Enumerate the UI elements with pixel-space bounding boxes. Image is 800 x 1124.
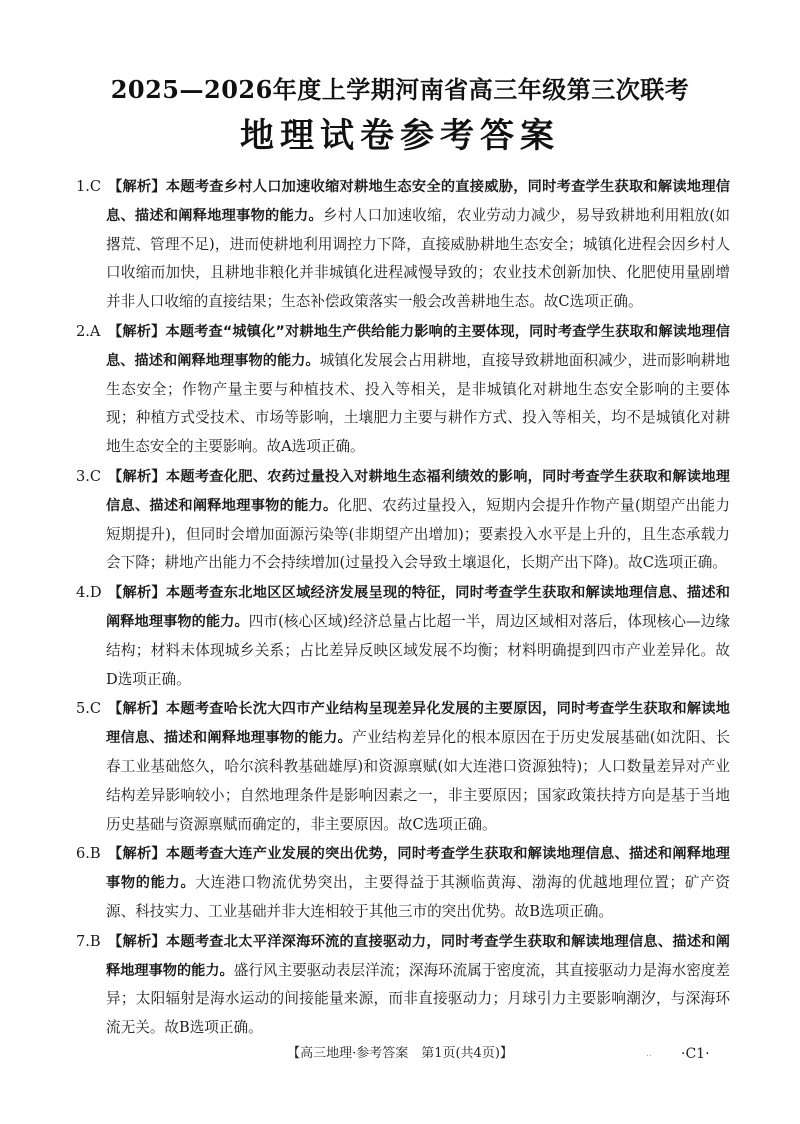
analysis-lead: 本题考查乡村人口加速收缩对耕地生态安全的直接威胁，同时考查学生获取和解读地理信息、描述和阐释地理事物的能力。	[106, 179, 730, 224]
page-header	[0, 74, 800, 158]
question-number: 6.B	[76, 845, 101, 863]
page-title: 地理试卷参考答案	[240, 116, 560, 156]
analysis-lead: 本题考查化肥、农药过量投入对耕地生态福利绩效的影响，同时考查学生获取和解读地理信息、描述和阐释地理事物的能力。	[106, 468, 730, 514]
answer-list	[76, 173, 730, 1044]
footer-page-info: 【高三地理·参考答案 第1页(共4页)】	[287, 1046, 513, 1061]
footer-mark: ..	[646, 1049, 652, 1059]
analysis-tag: 【解析】	[108, 468, 166, 485]
answer-item	[76, 579, 730, 694]
answer-item	[76, 173, 730, 317]
analysis-body: 产业结构差异化的根本原因在于历史发展基础(如沈阳、长春工业基础悠久，哈尔滨科教基础雄厚)和资源禀赋(如大连港口资源独特)；人口数量差异对产业结构差异影响较小；自然地理条件是影响因素之一，非主要原因；国家政策扶持方向是基于当地历史基础与资源禀赋而确定的，非主要原因。故C选项正确。	[106, 729, 730, 833]
analysis-lead: 本题考查北太平洋深海环流的直接驱动力，同时考查学生获取和解读地理信息、描述和阐释地理事物的能力。	[106, 933, 730, 979]
answer-item	[76, 928, 730, 1043]
analysis-lead: 本题考查大连产业发展的突出优势，同时考查学生获取和解读地理信息、描述和阐释地理事物的能力。	[106, 846, 730, 892]
question-number: 4.D	[76, 584, 102, 602]
analysis-tag: 【解析】	[108, 323, 166, 340]
analysis-body: 四市(核心区域)经济总量占比超一半，周边区域相对落后，体现核心—边缘结构；材料未体现城乡关系；占比差异反映区域发展不均衡；材料明确提到四市产业差异化。故D选项正确。	[106, 612, 730, 688]
question-number: 3.C	[76, 467, 102, 485]
analysis-body: 盛行风主要驱动表层洋流；深海环流属于密度流，其直接驱动力是海水密度差异；太阳辐射是海水运动的间接能量来源，而非直接驱动力；月球引力主要影响潮汐，与深海环流无关。故B选项正确。	[106, 961, 730, 1037]
analysis-body: 城镇化发展会占用耕地，直接导致耕地面积减少，进而影响耕地生态安全；作物产量主要与种植技术、投入等相关，是非城镇化对耕地生态安全影响的主要体现；种植方式受技术、市场等影响，土壤肥力主要与耕作方式、投入等相关，均不是城镇化对耕地生态安全的主要影响。故A选项正确。	[106, 351, 730, 456]
analysis-lead: 本题考查哈长沈大四市产业结构呈现差异化发展的主要原因，同时考查学生获取和解读地理信息、描述和阐释地理事物的能力。	[106, 701, 730, 747]
page-footer	[0, 1041, 800, 1067]
analysis-tag: 【解析】	[108, 179, 166, 195]
question-number: 5.C	[76, 700, 102, 718]
analysis-tag: 【解析】	[108, 933, 166, 950]
analysis-tag: 【解析】	[108, 585, 166, 602]
exam-subtitle: 2025—2026年度上学期河南省高三年级第三次联考	[110, 75, 690, 104]
question-number: 7.B	[76, 932, 101, 950]
answer-item	[76, 840, 730, 926]
analysis-lead: 本题考查“城镇化”对耕地生产供给能力影响的主要体现，同时考查学生获取和解读地理信息、描述和阐释地理事物的能力。	[106, 323, 730, 369]
footer-version-code: ·C1·	[681, 1046, 710, 1062]
analysis-lead: 本题考查东北地区区域经济发展呈现的特征，同时考查学生获取和解读地理信息、描述和阐释地理事物的能力。	[106, 585, 730, 630]
analysis-body: 化肥、农药过量投入，短期内会提升作物产量(期望产出能力短期提升)，但同时会增加面源污染等(非期望产出增加)；要素投入水平是上升的，且生态承载力会下降；耕地产出能力不会持续增加(过量投入会导致土壤退化，长期产出下降)。故C选项正确。	[106, 496, 730, 572]
question-number: 2.A	[76, 322, 101, 340]
analysis-body: 乡村人口加速收缩，农业劳动力减少，易导致耕地利用粗放(如撂荒、管理不足)，进而使耕地利用调控力下降，直接威胁耕地生态安全；城镇化进程会因乡村人口收缩而加快，且耕地非粮化并非城镇化进程减慢导致的；农业技术创新加快、化肥使用量剧增并非人口收缩的直接结果；生态补偿政策落实一般会改善耕地生态。故C选项正确。	[106, 206, 730, 311]
answer-item	[76, 463, 730, 578]
analysis-body: 大连港口物流优势突出，主要得益于其濒临黄海、渤海的优越地理位置；矿产资源、科技实力、工业基础并非大连相较于其他三市的突出优势。故B选项正确。	[106, 874, 730, 920]
answer-item	[76, 695, 730, 839]
analysis-tag: 【解析】	[108, 846, 166, 863]
analysis-tag: 【解析】	[108, 701, 166, 718]
answer-item	[76, 318, 730, 462]
question-number: 1.C	[76, 178, 102, 195]
